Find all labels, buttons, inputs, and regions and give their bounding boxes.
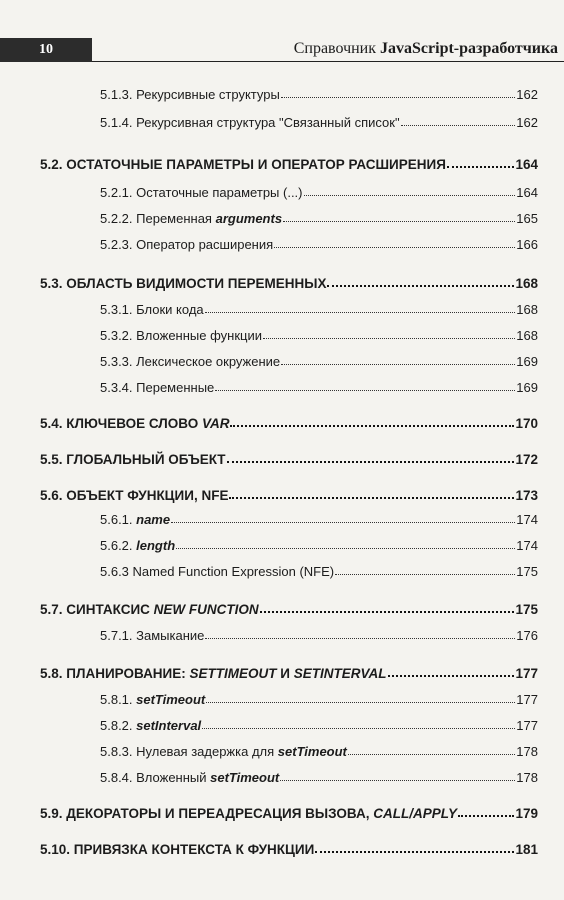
toc-subsection xyxy=(100,739,538,759)
toc-entry-number: 5.10. xyxy=(40,842,74,857)
toc-entry-label xyxy=(100,744,347,759)
toc-section xyxy=(40,597,538,617)
dot-leader xyxy=(304,195,516,196)
toc-entry-number: 5.6. xyxy=(40,488,67,503)
toc-subsection xyxy=(100,533,538,553)
toc-entry-label xyxy=(100,564,334,579)
toc-entry-text: КЛЮЧЕВОЕ СЛОВО xyxy=(66,416,202,431)
toc-entry-number: 5.1.3. xyxy=(100,87,137,102)
toc-entry-number: 5.9. xyxy=(40,806,67,821)
toc-entry-label xyxy=(100,237,273,252)
toc-entry-text: Нулевая задержка для xyxy=(136,744,278,759)
toc-entry-page: 168 xyxy=(516,302,538,317)
toc-entry-page: 175 xyxy=(516,564,538,579)
toc-entry-number: 5.2.3. xyxy=(100,237,137,252)
toc-entry-number: 5.1.4. xyxy=(100,115,137,130)
toc-subsection xyxy=(100,232,538,252)
dot-leader xyxy=(283,221,515,222)
dot-leader xyxy=(274,247,515,248)
dot-leader xyxy=(335,574,515,575)
toc-entry-emphasis: setInterval xyxy=(136,718,202,733)
dot-leader xyxy=(176,548,515,549)
toc-entry-emphasis: CALL/APPLY xyxy=(373,806,457,821)
toc-entry-page: 177 xyxy=(516,718,538,733)
toc-entry-page: 170 xyxy=(515,416,538,431)
toc-entry-number: 5.6.3 xyxy=(100,564,133,579)
toc-entry-number: 5.3. xyxy=(40,276,67,291)
toc-entry-page: 168 xyxy=(516,328,538,343)
toc-entry-emphasis: SETTIMEOUT xyxy=(189,666,277,681)
toc-entry-number: 5.8. xyxy=(40,666,67,681)
toc-entry-label xyxy=(40,416,229,431)
toc-entry-number: 5.6.2. xyxy=(100,538,137,553)
toc-entry-page: 181 xyxy=(515,842,538,857)
toc-entry-label xyxy=(100,512,170,527)
toc-entry-text: Рекурсивная структура "Связанный список" xyxy=(136,115,400,130)
toc-entry-label xyxy=(100,211,282,226)
dot-leader xyxy=(458,815,514,817)
toc-entry-page: 164 xyxy=(516,185,538,200)
toc-entry-text: ОБЛАСТЬ ВИДИМОСТИ ПЕРЕМЕННЫХ xyxy=(66,276,327,291)
toc-entry-label xyxy=(40,806,457,821)
toc-entry-text: ОБЪЕКТ ФУНКЦИИ, NFE xyxy=(66,488,229,503)
dot-leader xyxy=(401,125,516,126)
toc-entry-label xyxy=(100,354,280,369)
toc-entry-number: 5.7. xyxy=(40,602,67,617)
toc-section xyxy=(40,152,538,172)
toc-entry-text: Остаточные параметры (...) xyxy=(136,185,303,200)
toc-entry-label xyxy=(40,276,326,291)
toc-entry-label xyxy=(100,628,204,643)
toc-entry-label xyxy=(40,842,314,857)
toc-section xyxy=(40,411,538,431)
toc-subsection xyxy=(100,297,538,317)
toc-entry-label xyxy=(100,770,279,785)
toc-section xyxy=(40,661,538,681)
toc-entry-label xyxy=(100,380,214,395)
toc-entry-number: 5.8.2. xyxy=(100,718,137,733)
toc-entry-page: 178 xyxy=(516,744,538,759)
toc-subsection xyxy=(100,375,538,395)
toc-subsection xyxy=(100,765,538,785)
dot-leader xyxy=(206,702,515,703)
dot-leader xyxy=(205,312,516,313)
toc-entry-number: 5.4. xyxy=(40,416,67,431)
toc-entry-emphasis: setTimeout xyxy=(136,692,206,707)
dot-leader xyxy=(315,851,514,853)
toc-section xyxy=(40,801,538,821)
toc-entry-page: 162 xyxy=(516,115,538,130)
dot-leader xyxy=(215,390,515,391)
toc-subsection xyxy=(100,180,538,200)
toc-entry-page: 165 xyxy=(516,211,538,226)
toc-entry-number: 5.3.1. xyxy=(100,302,137,317)
toc-entry-text: ОСТАТОЧНЫЕ ПАРАМЕТРЫ И ОПЕРАТОР РАСШИРЕНИЯ xyxy=(66,157,446,172)
toc-entry-emphasis: length xyxy=(136,538,176,553)
toc-entry-page: 173 xyxy=(515,488,538,503)
toc-entry-label xyxy=(100,692,205,707)
toc-entry-page: 172 xyxy=(515,452,538,467)
page-header xyxy=(0,34,564,64)
toc-entry-page: 164 xyxy=(515,157,538,172)
running-title-bold: JavaScript-разработчика xyxy=(380,40,558,57)
toc-entry-text: ДЕКОРАТОРЫ И ПЕРЕАДРЕСАЦИЯ ВЫЗОВА, xyxy=(66,806,374,821)
toc-entry-text: Переменные xyxy=(136,380,215,395)
toc-entry-emphasis: VAR xyxy=(201,416,230,431)
toc-entry-number: 5.3.3. xyxy=(100,354,137,369)
toc-entry-text: Блоки кода xyxy=(136,302,204,317)
toc-entry-page: 162 xyxy=(516,87,538,102)
dot-leader xyxy=(348,754,515,755)
toc-entry-label xyxy=(100,718,201,733)
toc-section xyxy=(40,483,538,503)
toc-entry-label xyxy=(100,115,400,130)
toc-entry-page: 179 xyxy=(515,806,538,821)
toc-entry-emphasis: name xyxy=(136,512,171,527)
toc-subsection xyxy=(100,687,538,707)
toc-subsection xyxy=(100,559,538,579)
toc-entry-emphasis: arguments xyxy=(215,211,283,226)
toc-entry-text: СИНТАКСИС xyxy=(66,602,154,617)
running-title xyxy=(294,40,558,58)
toc-entry-emphasis: setTimeout xyxy=(277,744,347,759)
toc-entry-number: 5.2.2. xyxy=(100,211,137,226)
page-number: 10 xyxy=(0,38,92,62)
toc-subsection xyxy=(100,110,538,130)
toc-subsection xyxy=(100,323,538,343)
dot-leader xyxy=(281,364,515,365)
toc-entry-label xyxy=(100,328,262,343)
toc-entry-page: 175 xyxy=(515,602,538,617)
running-title-regular: Справочник xyxy=(293,40,381,57)
toc-entry-page: 178 xyxy=(516,770,538,785)
toc-subsection xyxy=(100,349,538,369)
toc-entry-label xyxy=(100,87,280,102)
toc-entry-label xyxy=(40,452,226,467)
toc-entry-number: 5.3.4. xyxy=(100,380,137,395)
dot-leader xyxy=(230,425,514,427)
toc-entry-number: 5.8.3. xyxy=(100,744,137,759)
toc-subsection xyxy=(100,206,538,226)
dot-leader xyxy=(202,728,515,729)
dot-leader xyxy=(171,522,515,523)
dot-leader xyxy=(447,166,515,168)
dot-leader xyxy=(388,675,515,677)
toc-entry-label xyxy=(40,488,228,503)
dot-leader xyxy=(280,780,515,781)
toc-entry-emphasis: SETINTERVAL xyxy=(293,666,387,681)
toc-entry-text: Вложенный xyxy=(136,770,211,785)
toc-entry-page: 166 xyxy=(516,237,538,252)
toc-entry-text: Вложенные функции xyxy=(136,328,262,343)
header-rule xyxy=(92,61,564,62)
toc-entry-number: 5.8.1. xyxy=(100,692,137,707)
toc-entry-page: 174 xyxy=(516,538,538,553)
toc-entry-page: 177 xyxy=(516,692,538,707)
toc-subsection xyxy=(100,82,538,102)
toc-section xyxy=(40,447,538,467)
dot-leader xyxy=(263,338,515,339)
toc-entry-text: Замыкание xyxy=(136,628,205,643)
toc-section xyxy=(40,837,538,857)
dot-leader xyxy=(281,97,515,98)
toc-entry-number: 5.2. xyxy=(40,157,67,172)
toc-entry-number: 5.3.2. xyxy=(100,328,137,343)
toc-entry-text: Оператор расширения xyxy=(136,237,274,252)
dot-leader xyxy=(327,285,514,287)
toc-entry-number: 5.7.1. xyxy=(100,628,137,643)
toc-entry-number: 5.5. xyxy=(40,452,67,467)
toc-entry-emphasis: setTimeout xyxy=(210,770,280,785)
toc-entry-number: 5.2.1. xyxy=(100,185,137,200)
toc-entry-number: 5.8.4. xyxy=(100,770,137,785)
toc-entry-label xyxy=(40,602,259,617)
toc-entry-page: 168 xyxy=(515,276,538,291)
toc-entry-label xyxy=(100,538,175,553)
toc-entry-page: 169 xyxy=(516,354,538,369)
dot-leader xyxy=(260,611,515,613)
toc-subsection xyxy=(100,713,538,733)
toc-entry-number: 5.6.1. xyxy=(100,512,137,527)
dot-leader xyxy=(229,497,514,499)
toc-entry-label xyxy=(40,157,446,172)
toc-entry-text: ГЛОБАЛЬНЫЙ ОБЪЕКТ xyxy=(66,452,226,467)
toc-entry-label xyxy=(100,302,204,317)
toc-entry-label xyxy=(100,185,303,200)
toc-entry-text: И xyxy=(276,666,294,681)
toc-subsection xyxy=(100,507,538,527)
dot-leader xyxy=(205,638,515,639)
toc-entry-page: 177 xyxy=(515,666,538,681)
toc-entry-emphasis: NEW FUNCTION xyxy=(153,602,259,617)
toc-section xyxy=(40,271,538,291)
toc-entry-text: Рекурсивные структуры xyxy=(136,87,280,102)
toc-entry-text: Переменная xyxy=(136,211,216,226)
toc-entry-text: ПЛАНИРОВАНИЕ: xyxy=(66,666,190,681)
toc-entry-page: 174 xyxy=(516,512,538,527)
toc-entry-page: 169 xyxy=(516,380,538,395)
toc-entry-page: 176 xyxy=(516,628,538,643)
toc-entry-text: Named Function Expression (NFE) xyxy=(132,564,335,579)
toc-entry-text: Лексическое окружение xyxy=(136,354,281,369)
toc-subsection xyxy=(100,623,538,643)
toc-entry-label xyxy=(40,666,387,681)
toc-entry-text: ПРИВЯЗКА КОНТЕКСТА К ФУНКЦИИ xyxy=(73,842,315,857)
dot-leader xyxy=(227,461,515,463)
